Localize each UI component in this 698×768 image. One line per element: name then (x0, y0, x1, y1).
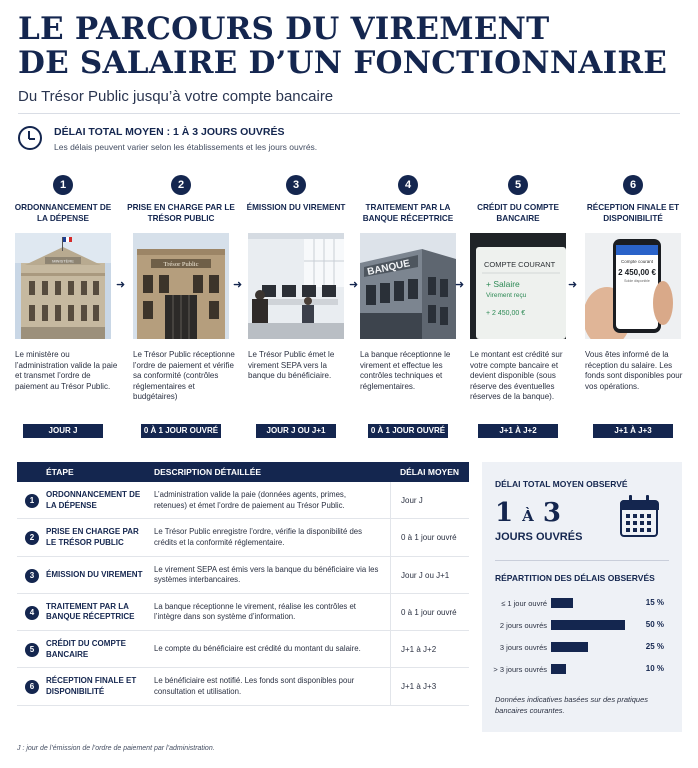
distribution-label: > 3 jours ouvrés (493, 665, 547, 674)
photo-text: MINISTÈRE (52, 258, 74, 264)
distribution-value: 15 % (645, 598, 664, 607)
title-line-1: LE PARCOURS DU VIREMENT (18, 11, 550, 47)
table-header (17, 462, 469, 482)
photo-amount: + 2 450,00 € (486, 310, 526, 317)
distribution-row (482, 640, 682, 662)
row-delay: Jour J ou J+1 (390, 557, 469, 594)
step-2 (127, 175, 235, 445)
delay-note: Les délais peuvent varier selon les établissements et les jours ouvrés. (54, 142, 318, 152)
distribution-label: 2 jours ouvrés (499, 621, 547, 630)
summary-panel (482, 462, 682, 732)
photo-line-2: + Salaire (486, 279, 520, 289)
step-description: Le Trésor Public réceptionne l’ordre de paiement et vérifie sa conformité (contrôles réglementaires et budgétaires) (133, 350, 235, 401)
delay-from: 1 (495, 498, 514, 528)
step-delay-badge: 0 À 1 JOUR OUVRÉ (141, 424, 221, 438)
header-delay: DÉLAI MOYEN (400, 467, 460, 477)
step-1 (14, 175, 118, 445)
distribution-value: 10 % (645, 664, 664, 673)
table-row (17, 519, 469, 556)
step-description: Vous êtes informé de la réception du salaire. Les fonds sont disponibles pour vos opérations. (585, 350, 683, 391)
step-description: Le ministère ou l’administration valide la paie et transmet l’ordre de paiement au Trésor Public. (15, 350, 118, 391)
step-number: 2 (171, 175, 191, 195)
photo-line-3: Virement reçu (486, 292, 527, 299)
row-step: CRÉDIT DU COMPTE BANCAIRE (46, 639, 126, 659)
row-description: Le compte du bénéficiaire est crédité du montant du salaire. (154, 644, 361, 654)
row-number: 6 (25, 680, 39, 694)
row-step: PRISE EN CHARGE PAR LE TRÉSOR PUBLIC (46, 527, 139, 547)
clock-icon (18, 126, 42, 150)
table-row (17, 594, 469, 631)
row-step: RÉCEPTION FINALE ET DISPONIBILITÉ (46, 676, 137, 696)
page-subtitle: Du Trésor Public jusqu’à votre compte bancaire (18, 88, 334, 105)
photo-sub: Solde disponible (624, 279, 650, 283)
distribution-label: 3 jours ouvrés (499, 643, 547, 652)
footnote: J : jour de l’émission de l’ordre de paiement par l’administration. (17, 745, 215, 752)
distribution-row (482, 662, 682, 684)
distribution-row (482, 618, 682, 640)
arrow-right-icon: ➜ (116, 279, 126, 291)
header-description: DESCRIPTION DÉTAILLÉE (154, 467, 262, 477)
distribution-value: 50 % (645, 620, 664, 629)
row-number: 5 (25, 643, 39, 657)
step-description: Le montant est crédité sur votre compte bancaire et devient disponible (sous réserve des éventuelles réserves de la banque). (470, 350, 563, 401)
photo-text: Compte courant (620, 259, 654, 264)
arrow-right-icon: ➜ (455, 279, 465, 291)
arrow-right-icon: ➜ (233, 279, 243, 291)
row-delay: J+1 à J+2 (390, 631, 469, 668)
distribution-bar (551, 598, 573, 608)
distribution-value: 25 % (645, 642, 664, 651)
delay-title: DÉLAI TOTAL MOYEN : 1 À 3 JOURS OUVRÉS (54, 126, 285, 138)
arrow-right-icon: ➜ (349, 279, 359, 291)
step-description: Le Trésor Public émet le virement SEPA vers la banque du bénéficiaire. (248, 350, 335, 380)
distribution-row (482, 596, 682, 618)
step-number: 5 (508, 175, 528, 195)
row-step: ORDONNANCEMENT DE LA DÉPENSE (46, 490, 141, 510)
table-row (17, 631, 469, 668)
distribution-chart (482, 596, 682, 684)
step-title: ÉMISSION DU VIREMENT (246, 203, 346, 212)
panel-divider (495, 560, 669, 561)
step-number: 3 (286, 175, 306, 195)
row-delay: 0 à 1 jour ouvré (390, 594, 469, 631)
step-description: La banque réceptionne le virement et effectue les contrôles techniques et réglementaires. (360, 350, 451, 391)
header-step: ÉTAPE (46, 467, 74, 477)
step-delay-badge: JOUR J OU J+1 (256, 424, 336, 438)
row-delay: 0 à 1 jour ouvré (390, 519, 469, 556)
row-delay: J+1 à J+3 (390, 668, 469, 705)
distribution-bar (551, 620, 625, 630)
row-step: ÉMISSION DU VIREMENT (46, 569, 143, 579)
details-table (17, 462, 469, 706)
row-number: 2 (25, 531, 39, 545)
row-number: 1 (25, 494, 39, 508)
title-line-2: DE SALAIRE D’UN FONCTIONNAIRE (18, 45, 668, 81)
header-divider (18, 113, 680, 114)
row-step: TRAITEMENT PAR LA BANQUE RÉCEPTRICE (46, 601, 135, 622)
office-image (248, 233, 344, 339)
step-number: 1 (53, 175, 73, 195)
panel-unit: JOURS OUVRÉS (495, 531, 583, 543)
step-3 (248, 175, 344, 445)
step-delay-badge: 0 À 1 JOUR OUVRÉ (368, 424, 448, 438)
page-title (18, 12, 667, 80)
row-description: La banque réceptionne le virement, réalise les contrôles et l’intègre dans son système d’information. (154, 601, 356, 622)
row-number: 3 (25, 569, 39, 583)
ministry-building-image (15, 233, 111, 339)
bank-account-screen-image (470, 233, 566, 339)
row-delay: Jour J (390, 482, 469, 519)
step-5 (470, 175, 566, 445)
step-number: 6 (623, 175, 643, 195)
bank-building-image (360, 233, 456, 339)
treasury-building-image (133, 233, 229, 339)
arrow-right-icon: ➜ (568, 279, 578, 291)
row-number: 4 (25, 606, 39, 620)
row-description: L’administration valide la paie (données agents, primes, retenues) et émet l’ordre de paiement au Trésor Public. (154, 490, 347, 510)
step-delay-badge: J+1 À J+2 (478, 424, 558, 438)
table-row (17, 668, 469, 705)
row-description: Le Trésor Public enregistre l’ordre, vérifie la disponibilité des crédits et la conformité réglementaire. (154, 527, 363, 547)
distribution-title: RÉPARTITION DES DÉLAIS OBSERVÉS (495, 573, 655, 583)
photo-amount: 2 450,00 € (618, 268, 656, 277)
step-title: TRAITEMENT PAR LA BANQUE RÉCEPTRICE (362, 203, 454, 223)
step-delay-badge: J+1 À J+3 (593, 424, 673, 438)
panel-total-delay (495, 498, 561, 528)
panel-note: Données indicatives basées sur des pratiques bancaires courantes. (495, 695, 649, 715)
row-description: Le virement SEPA est émis vers la banque du bénéficiaire via les systèmes interbancaires. (154, 564, 379, 585)
distribution-label: ≤ 1 jour ouvré (501, 599, 547, 608)
step-title: CRÉDIT DU COMPTE BANCAIRE (477, 203, 559, 223)
photo-text: COMPTE COURANT (484, 260, 556, 269)
step-4 (360, 175, 456, 445)
step-number: 4 (398, 175, 418, 195)
distribution-bar (551, 642, 588, 652)
delay-separator: À (522, 507, 534, 525)
photo-text: Trésor Public (163, 261, 199, 268)
step-delay-badge: JOUR J (23, 424, 103, 438)
distribution-bar (551, 664, 566, 674)
photo-text: BANQUE (366, 258, 412, 278)
step-title: RÉCEPTION FINALE ET DISPONIBILITÉ (586, 203, 680, 223)
smartphone-image (585, 233, 681, 339)
calendar-icon (620, 500, 658, 537)
step-title: PRISE EN CHARGE PAR LE TRÉSOR PUBLIC (127, 203, 235, 223)
steps-timeline (15, 175, 683, 445)
row-description: Le bénéficiaire est notifié. Les fonds sont disponibles pour consultation et utilisation. (154, 676, 355, 696)
step-title: ORDONNANCEMENT DE LA DÉPENSE (14, 203, 112, 223)
delay-to: 3 (542, 498, 561, 528)
table-row (17, 557, 469, 594)
step-6 (585, 175, 681, 445)
table-row (17, 482, 469, 519)
panel-title: DÉLAI TOTAL MOYEN OBSERVÉ (495, 479, 628, 489)
